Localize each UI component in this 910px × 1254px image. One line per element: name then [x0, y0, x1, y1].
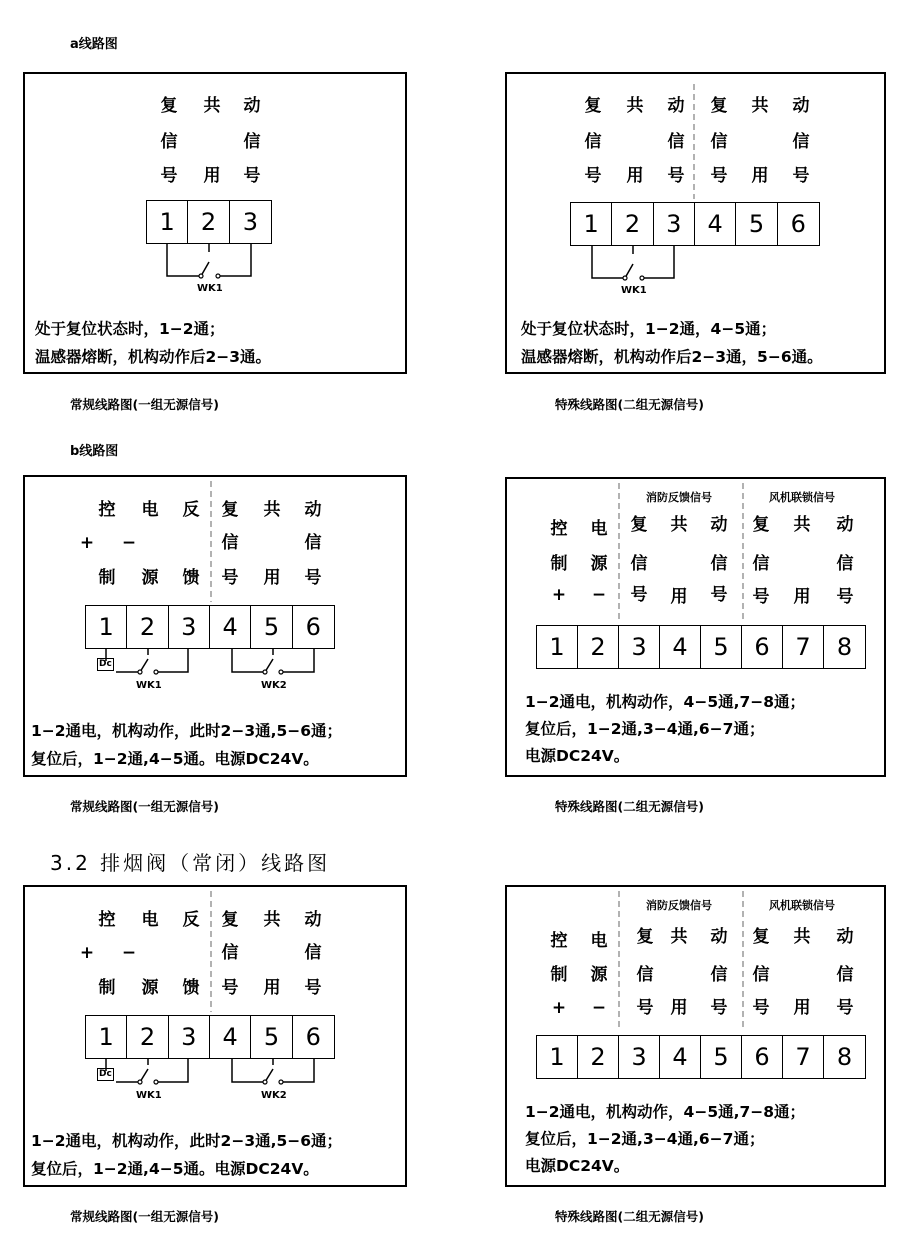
label-hao: 号: [221, 978, 239, 998]
label-yong: 用: [670, 998, 688, 1018]
label-xin: 信: [836, 554, 854, 574]
label-dong: 动: [792, 96, 810, 116]
caption-special: 特殊线路图(二组无源信号): [555, 799, 704, 814]
label-dian: 电: [590, 519, 608, 539]
panel-b-normal: [23, 475, 407, 777]
label-hao: 号: [160, 166, 178, 186]
label-xin: 信: [304, 943, 322, 963]
label-xin: 信: [243, 132, 261, 152]
note-line: 温感器熔断，机构动作后2−3通，5−6通。: [521, 348, 823, 366]
label-dong: 动: [243, 96, 261, 116]
switch-label-wk1: WK1: [197, 283, 223, 294]
terminal: 5: [701, 1036, 742, 1078]
label-dong: 动: [304, 910, 322, 930]
panel-b-special: [505, 477, 886, 777]
label-kong: 控: [550, 931, 568, 951]
label-fu: 复: [636, 927, 654, 947]
label-xin: 信: [792, 132, 810, 152]
terminal: 3: [619, 1036, 660, 1078]
group-label-fan-interlock: 风机联锁信号: [769, 899, 835, 912]
label-hao: 号: [792, 166, 810, 186]
label-zhi: 制: [98, 978, 116, 998]
label-dong: 动: [710, 927, 728, 947]
label-kui: 馈: [182, 568, 200, 588]
terminal: 6: [790, 210, 806, 238]
switch-label-wk2: WK2: [261, 680, 287, 691]
label-hao: 号: [667, 166, 685, 186]
label-gong: 共: [203, 96, 221, 116]
note-line: 复位后，1−2通,4−5通。电源DC24V。: [31, 750, 319, 768]
label-yong: 用: [263, 978, 281, 998]
label-dian: 电: [141, 910, 159, 930]
label-yong: 用: [793, 587, 811, 607]
caption-normal: 常规线路图(一组无源信号): [70, 397, 219, 412]
dc-box: Dc: [99, 1069, 112, 1079]
label-xin: 信: [630, 554, 648, 574]
label-xin: 信: [710, 554, 728, 574]
group-label-fan-interlock: 风机联锁信号: [769, 491, 835, 504]
label-gong: 共: [670, 927, 688, 947]
label-hao: 号: [304, 978, 322, 998]
label-zhi: 制: [550, 965, 568, 985]
label-xin: 信: [221, 943, 239, 963]
label-fu: 复: [630, 515, 648, 535]
terminal: 5: [251, 606, 292, 648]
terminal: 2: [578, 1036, 619, 1078]
label-dian: 电: [590, 931, 608, 951]
panel-a-special: [505, 72, 886, 374]
terminal: 6: [305, 1023, 321, 1051]
label-xin: 信: [710, 965, 728, 985]
label-yong: 用: [670, 587, 688, 607]
terminal: 1: [147, 201, 188, 243]
label-yong: 用: [751, 166, 769, 186]
label-yong: 用: [626, 166, 644, 186]
terminal: 6: [305, 613, 321, 641]
caption-normal: 常规线路图(一组无源信号): [70, 1209, 219, 1224]
terminal: 8: [836, 633, 853, 661]
label-fu: 复: [752, 515, 770, 535]
caption-normal: 常规线路图(一组无源信号): [70, 799, 219, 814]
dc-box: Dc: [99, 659, 112, 669]
label-gong: 共: [793, 515, 811, 535]
label-yuan: 源: [590, 965, 608, 985]
label-minus: −: [121, 533, 137, 553]
label-dian: 电: [141, 500, 159, 520]
terminal: 1: [537, 626, 578, 668]
terminal: 2: [127, 606, 168, 648]
label-hao: 号: [836, 587, 854, 607]
label-yuan: 源: [141, 978, 159, 998]
label-fu: 复: [221, 910, 239, 930]
terminal: 4: [695, 203, 736, 245]
panel-c-special: [505, 885, 886, 1187]
label-kong: 控: [98, 910, 116, 930]
label-dong: 动: [836, 927, 854, 947]
label-gong: 共: [751, 96, 769, 116]
label-gong: 共: [263, 910, 281, 930]
label-gong: 共: [626, 96, 644, 116]
label-fu: 复: [752, 927, 770, 947]
label-minus: −: [121, 943, 137, 963]
terminal: 4: [210, 1016, 251, 1058]
label-xin: 信: [636, 965, 654, 985]
terminal: 3: [169, 606, 210, 648]
label-hao: 号: [752, 998, 770, 1018]
label-fan: 反: [182, 500, 200, 520]
note-line: 复位后，1−2通,3−4通,6−7通；: [525, 720, 765, 738]
note-line: 温感器熔断，机构动作后2−3通。: [35, 348, 272, 366]
terminal: 3: [619, 626, 660, 668]
label-hao: 号: [630, 585, 648, 605]
label-fu: 复: [160, 96, 178, 116]
terminal: 2: [188, 201, 229, 243]
label-minus: −: [591, 998, 607, 1018]
label-gong: 共: [670, 515, 688, 535]
label-dong: 动: [836, 515, 854, 535]
terminal: 1: [86, 606, 127, 648]
panel-a-normal: [23, 72, 407, 374]
note-line: 电源DC24V。: [525, 747, 630, 765]
terminal: 7: [783, 1036, 824, 1078]
label-kong: 控: [550, 519, 568, 539]
label-hao: 号: [584, 166, 602, 186]
label-hao: 号: [636, 998, 654, 1018]
switch-label-wk2: WK2: [261, 1090, 287, 1101]
label-plus: +: [551, 585, 567, 605]
label-dong: 动: [710, 515, 728, 535]
heading-a: a线路图: [70, 37, 118, 52]
label-plus: +: [551, 998, 567, 1018]
terminal: 7: [783, 626, 824, 668]
caption-special: 特殊线路图(二组无源信号): [555, 397, 704, 412]
label-xin: 信: [584, 132, 602, 152]
note-line: 处于复位状态时，1−2通；: [35, 320, 225, 338]
note-line: 电源DC24V。: [525, 1157, 630, 1175]
label-xin: 信: [836, 965, 854, 985]
label-hao: 号: [710, 998, 728, 1018]
terminal: 5: [736, 203, 777, 245]
label-hao: 号: [710, 585, 728, 605]
label-dong: 动: [304, 500, 322, 520]
terminal: 6: [742, 626, 783, 668]
panel-c-normal: [23, 885, 407, 1187]
note-line: 复位后，1−2通,3−4通,6−7通；: [525, 1130, 765, 1148]
terminal: 4: [660, 626, 701, 668]
note-line: 1−2通电，机构动作，此时2−3通,5−6通；: [31, 722, 343, 740]
terminal-block: [536, 1035, 866, 1079]
label-hao: 号: [836, 998, 854, 1018]
terminal: 4: [660, 1036, 701, 1078]
note-line: 复位后，1−2通,4−5通。电源DC24V。: [31, 1160, 319, 1178]
label-hao: 号: [710, 166, 728, 186]
label-hao: 号: [221, 568, 239, 588]
label-yong: 用: [793, 998, 811, 1018]
terminal: 2: [127, 1016, 168, 1058]
label-fu: 复: [584, 96, 602, 116]
note-line: 1−2通电，机构动作，4−5通,7−8通；: [525, 1103, 806, 1121]
label-xin: 信: [667, 132, 685, 152]
label-hao: 号: [304, 568, 322, 588]
label-kong: 控: [98, 500, 116, 520]
switch-label-wk1: WK1: [621, 285, 647, 296]
label-yong: 用: [263, 568, 281, 588]
terminal: 6: [742, 1036, 783, 1078]
label-fu: 复: [710, 96, 728, 116]
label-plus: +: [79, 943, 95, 963]
terminal: 3: [169, 1016, 210, 1058]
label-xin: 信: [710, 132, 728, 152]
label-xin: 信: [752, 554, 770, 574]
label-gong: 共: [263, 500, 281, 520]
label-plus: +: [79, 533, 95, 553]
label-minus: −: [591, 585, 607, 605]
label-yong: 用: [203, 166, 221, 186]
label-yuan: 源: [590, 554, 608, 574]
label-hao: 号: [243, 166, 261, 186]
label-xin: 信: [752, 965, 770, 985]
terminal-block: [536, 625, 866, 669]
note-line: 处于复位状态时，1−2通，4−5通；: [521, 320, 777, 338]
label-dong: 动: [667, 96, 685, 116]
label-zhi: 制: [98, 568, 116, 588]
terminal: 5: [251, 1016, 292, 1058]
heading-b: b线路图: [70, 444, 119, 459]
label-xin: 信: [304, 533, 322, 553]
terminal: 3: [242, 208, 258, 236]
label-hao: 号: [752, 587, 770, 607]
note-line: 1−2通电，机构动作，此时2−3通,5−6通；: [31, 1132, 343, 1150]
terminal: 4: [210, 606, 251, 648]
section-title-3-2: 3.2 排烟阀（常闭）线路图: [50, 851, 331, 875]
note-line: 1−2通电，机构动作，4−5通,7−8通；: [525, 693, 806, 711]
label-gong: 共: [793, 927, 811, 947]
terminal: 2: [612, 203, 653, 245]
label-xin: 信: [160, 132, 178, 152]
terminal: 1: [86, 1016, 127, 1058]
terminal: 1: [537, 1036, 578, 1078]
terminal: 3: [654, 203, 695, 245]
switch-label-wk1: WK1: [136, 1090, 162, 1101]
terminal: 1: [571, 203, 612, 245]
terminal: 8: [836, 1043, 853, 1071]
terminal: 5: [701, 626, 742, 668]
caption-special: 特殊线路图(二组无源信号): [555, 1209, 704, 1224]
label-xin: 信: [221, 533, 239, 553]
terminal: 2: [578, 626, 619, 668]
switch-label-wk1: WK1: [136, 680, 162, 691]
label-fu: 复: [221, 500, 239, 520]
label-yuan: 源: [141, 568, 159, 588]
group-label-fire-feedback: 消防反馈信号: [646, 491, 712, 504]
label-fan: 反: [182, 910, 200, 930]
label-zhi: 制: [550, 554, 568, 574]
label-kui: 馈: [182, 978, 200, 998]
group-label-fire-feedback: 消防反馈信号: [646, 899, 712, 912]
